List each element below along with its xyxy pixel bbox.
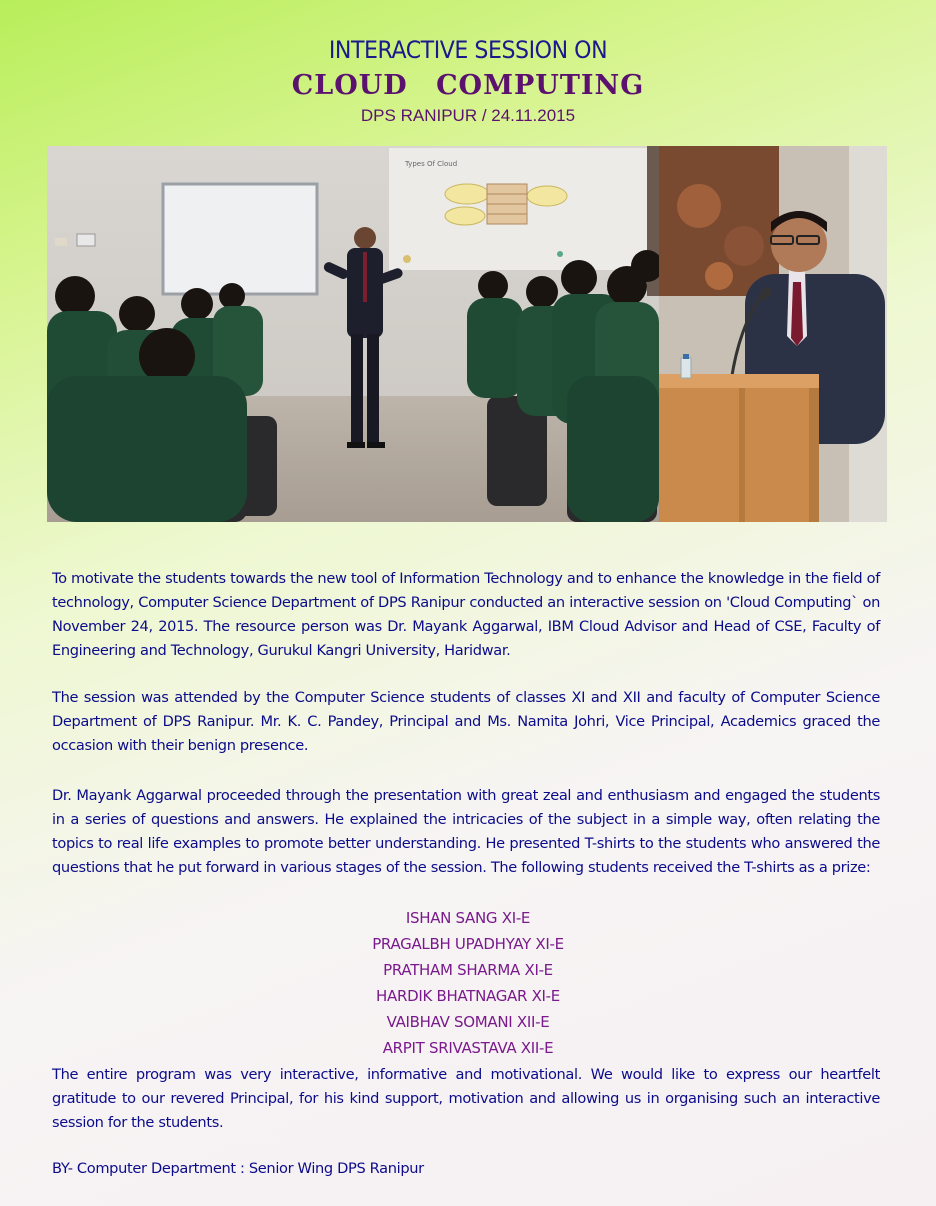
session-photo-podium [659,146,887,522]
title-line-2: CLOUD COMPUTING [291,70,645,101]
whiteboard [163,184,317,294]
winner-name: ISHAN SANG XI-E [405,909,531,927]
title-line-3: DPS RANIPUR / 24.11.2015 [360,106,576,125]
winner-name: HARDIK BHATNAGAR XI-E [376,987,560,1005]
paragraph-intro: To motivate the students towards the new tool of Information Technology and to enhance the knowledge in the field of technology, Computer Science Department of DPS Ranipur conducted an interactive session on 'Cloud Computing` on November 24, 2015. The resource person was Dr. Mayank Aggarwal, IBM Cloud Advisor and Head of CSE, Faculty of Engineering and Technology, Gurukul Kangri University, Haridwar. [52,570,880,659]
slide-title: Types Of Cloud [405,160,458,168]
paragraph-presentation: Dr. Mayank Aggarwal proceeded through the presentation with great zeal and enthusiasm and engaged the students in a series of questions and answers. He explained the intricacies of the subject in a simple way, often relating the topics to real life examples to promote better understanding. He presented T-shirts to the students who answered the questions that he put forward in various stages of the session. The following students received the T-shirts as a prize: [52,787,880,876]
paragraph-gratitude: The entire program was very interactive, informative and motivational. We would like to express our heartfelt gratitude to our revered Principal, for his kind support, motivation and allowing us in organising such an interactive session for the students. [52,1066,880,1131]
winners-list [0,905,936,1061]
byline: BY- Computer Department : Senior Wing DPS Ranipur [52,1160,424,1177]
winner-name: ARPIT SRIVASTAVA XII-E [382,1039,554,1057]
winner-name: VAIBHAV SOMANI XII-E [386,1013,550,1031]
winner-name: PRATHAM SHARMA XI-E [383,961,553,979]
paragraph-attendance: The session was attended by the Computer Science students of classes XI and XII and faculty of Computer Science Department of DPS Ranipur. Mr. K. C. Pandey, Principal and Ms. Namita Johri, Vice Principal, Academics graced the occasion with their benign presence. [52,689,880,754]
winner-name: PRAGALBH UPADHYAY XI-E [372,935,564,953]
podium [659,374,819,522]
title-line-1: INTERACTIVE SESSION ON [328,36,608,64]
session-photo-classroom [47,146,659,522]
